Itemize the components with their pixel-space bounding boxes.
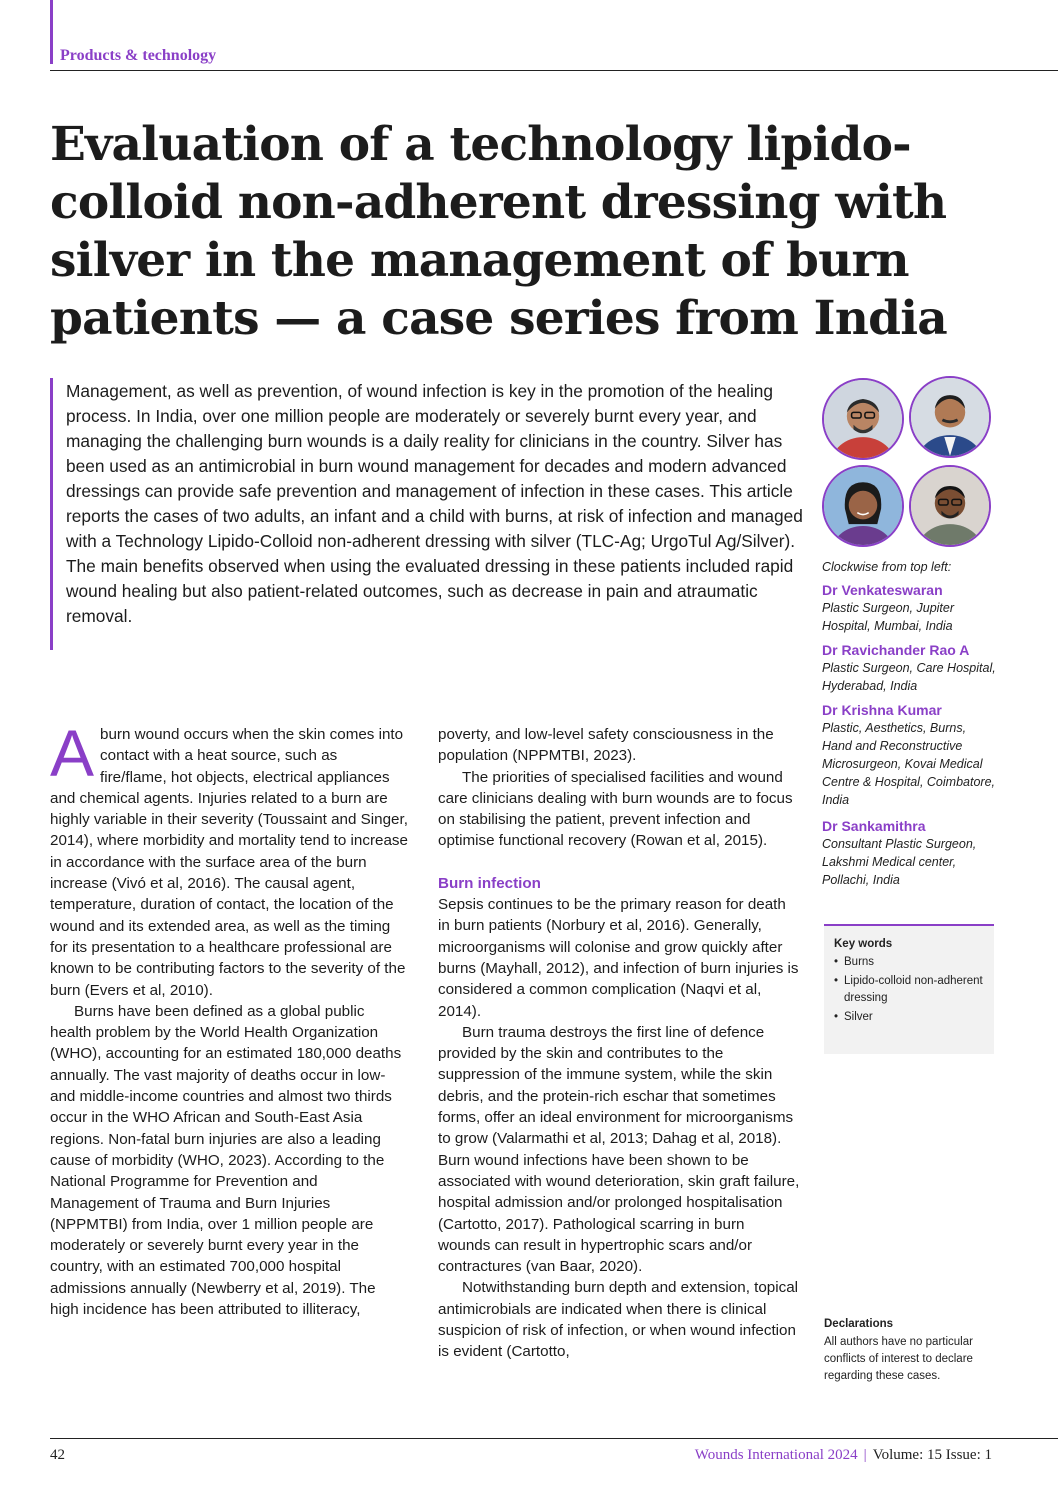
paragraph-text: burn wound occurs when the skin comes into contact with a heat source, such as fire/flame, hot objects, electrical appliances and chemical agents. Injuries related to a burn are highly variable in their severity (Toussaint and Singer, 2014), where morbidity and mortality tend to increase in accordance with the surface area of the burn increase (Vivó et al, 2016). The causal agent, temperature, duration of contact, the location of the wound and its extended area, as well as the timing for its presentation to a healthcare professional are known to be contributing factors to the severity of the burn (Evers et al, 2010). — [50, 726, 408, 999]
portrait-icon — [911, 467, 989, 545]
author-caption-intro: Clockwise from top left: — [822, 560, 952, 574]
abstract-accent-bar — [50, 378, 53, 650]
portrait-icon — [824, 380, 902, 458]
body-paragraph: Burns have been defined as a global public health problem by the World Health Organization (WHO), accounting for an estimated 180,000 deaths annually. The vast majority of deaths occur in low- and middle-income countries and almost two thirds occur in the WHO African and South-East Asia regions. Non-fatal burn injuries are also a leading cause of morbidity (WHO, 2023). According to the National Programme for Prevention and Management of Trauma and Burn Injuries (NPPMTBI) from India, over 1 million people are moderately or severely burnt every year in the country, with an estimated 700,000 hospital admissions annually (Newberry et al, 2019). The high incidence has been attributed to illiteracy, — [50, 1002, 402, 1319]
author-affiliation: Plastic Surgeon, Care Hospital, Hyderabad, India — [822, 661, 996, 693]
keyword-item: • Burns — [834, 954, 984, 971]
author-name: Dr Venkateswaran — [822, 582, 943, 598]
section-accent-bar — [50, 0, 53, 64]
section-label: Products & technology — [60, 47, 217, 64]
author-photo-ravichander — [909, 376, 991, 458]
author-photo-venkateswaran — [822, 378, 904, 460]
section-heading: Burn infection — [438, 874, 541, 892]
body-paragraph: The priorities of specialised facilities and wound care clinicians dealing with burn wounds are to focus on stabilising the patient, prevent infection and optimise functional recovery (Rowan et al, 2015). — [438, 768, 793, 850]
body-column-2 — [438, 724, 800, 1363]
author-name: Dr Krishna Kumar — [822, 702, 942, 718]
keywords-list — [834, 954, 984, 1026]
body-paragraph: Notwithstanding burn depth and extension, topical antimicrobials are indicated when there is clinical suspicion of risk of infection, or when wound infection is evident (Cartotto, — [438, 1279, 799, 1361]
declarations-title: Declarations — [824, 1318, 894, 1330]
author-entry — [822, 641, 997, 695]
author-affiliation: Consultant Plastic Surgeon, Lakshmi Medical center, Pollachi, India — [822, 837, 977, 887]
author-entry — [822, 581, 997, 635]
author-affiliation: Plastic, Aesthetics, Burns, Hand and Reconstructive Microsurgeon, Kovai Medical Centre & Hospital, Coimbatore, India — [822, 721, 995, 807]
journal-name: Wounds International 2024 — [694, 1447, 858, 1463]
volume-issue: Volume: 15 Issue: 1 — [872, 1447, 992, 1463]
abstract: Management, as well as prevention, of wound infection is key in the promotion of the healing process. In India, over one million people are moderately or severely burnt every year, and managing the challenging burn wounds is a daily reality for clinicians in the country. Silver has been used as an antimicrobial in burn wound management for decades and modern advanced dressings can provide safe prevention and management of infection in these cases. This article reports the cases of two adults, an infant and a child with burns, at risk of infection and managed with a Technology Lipido-Colloid non-adherent dressing with silver (TLC-Ag; UrgoTul Ag/Silver). The main benefits observed when using the evaluated dressing in these patients included rapid wound healing but also patient-related outcomes, such as decrease in pain and atraumatic removal. — [66, 381, 803, 626]
body-paragraph: Burn trauma destroys the first line of defence provided by the skin and contributes to the suppression of the immune system, while the skin debris, and the protein-rich eschar that sometimes forms, offer an ideal environment for microorganisms to grow (Valarmathi et al, 2013; Dahag et al, 2018). Burn wound infections have been shown to be associated with wound deterioration, skin graft failure, hospital admission and/or prolonged hospitalisation (Cartotto, 2017). Pathological scarring in burn wounds can result in hypertrophic scars and/or contractures (van Baar, 2020). — [438, 1023, 800, 1276]
keywords-box — [824, 924, 994, 1054]
author-name: Dr Sankamithra — [822, 818, 926, 834]
author-entry — [822, 817, 997, 889]
author-name: Dr Ravichander Rao A — [822, 642, 970, 658]
declarations — [824, 1318, 989, 1385]
declarations-text: All authors have no particular conflicts of interest to declare regarding these cases. — [824, 1336, 973, 1382]
body-paragraph: Sepsis continues to be the primary reason for death in burn patients (Norbury et al, 2016). Generally, microorganisms will colonise and grow quickly after burns (Mayhall, 2012), and infection of burn injuries is considered a common complication (Naqvi et al, 2014). — [438, 896, 799, 1020]
footer-rule — [50, 1438, 1058, 1439]
author-entry — [822, 701, 997, 809]
page-number: 42 — [50, 1447, 65, 1463]
keyword-item: • Lipido-colloid non-adherent dressing — [834, 973, 984, 1007]
portrait-icon — [824, 467, 902, 545]
author-photo-sankamithra — [822, 465, 904, 547]
body-paragraph — [50, 716, 408, 1001]
footer-separator: | — [863, 1447, 867, 1463]
article-title: Evaluation of a technology lipido-colloid non-adherent dressing with silver in the management of burn patients — a case series from India — [50, 117, 947, 346]
keywords-title: Key words — [834, 938, 893, 950]
author-affiliation: Plastic Surgeon, Jupiter Hospital, Mumbai, India — [822, 601, 955, 633]
author-photo-krishna-kumar — [909, 465, 991, 547]
body-column-1 — [50, 716, 408, 1320]
portrait-icon — [911, 378, 989, 456]
body-paragraph: poverty, and low-level safety consciousness in the population (NPPMTBI, 2023). — [438, 726, 774, 765]
journal-footer — [695, 1447, 992, 1464]
keyword-item: • Silver — [834, 1009, 984, 1026]
drop-cap: A — [50, 716, 95, 790]
header-rule — [50, 70, 1058, 71]
